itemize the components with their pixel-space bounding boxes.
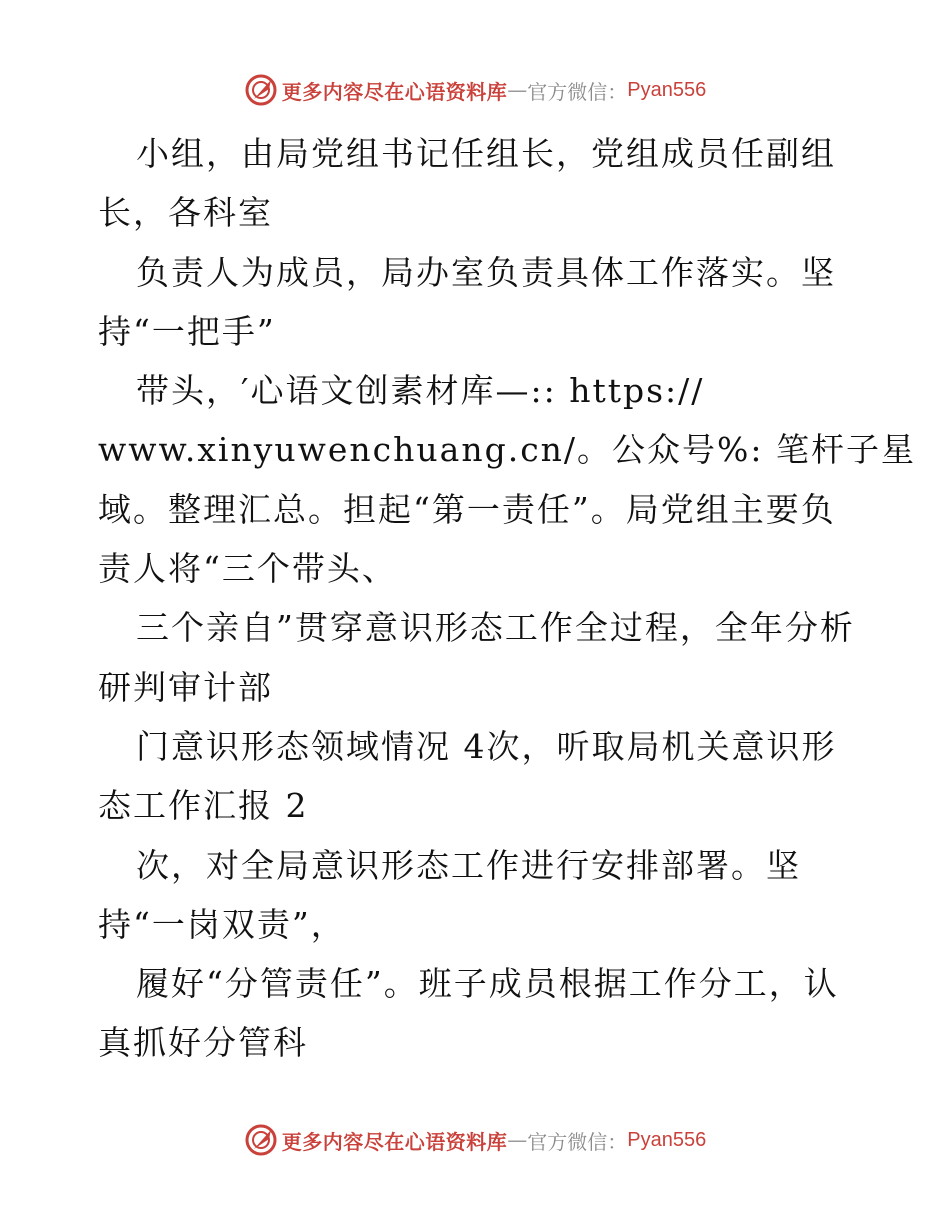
footer-brand-text: 更多内容尽在心语资料库 xyxy=(281,1129,508,1154)
body-line: 次，对全局意识形态工作进行安排部署。坚 xyxy=(136,845,801,885)
quill-logo-icon xyxy=(244,73,278,107)
body-line: 带头，′心语文创素材库—:: https:// xyxy=(136,371,705,411)
body-line: 长，各科室 xyxy=(98,193,273,233)
body-line: 真抓好分管科 xyxy=(98,1023,308,1063)
header-contact-label: 官方微信： xyxy=(527,79,628,104)
body-line: 持“一岗双责”， xyxy=(98,904,346,944)
header-banner xyxy=(0,70,950,110)
body-line: www.xinyuwenchuang.cn/。公众号%: 笔杆子星 xyxy=(98,430,917,470)
body-line: 小组，由局党组书记任组长，党组成员任副组 xyxy=(136,134,836,173)
footer-separator: — xyxy=(507,1128,528,1152)
footer-banner xyxy=(0,1120,950,1160)
body-line: 履好“分管责任”。班子成员根据工作分工，认 xyxy=(136,964,839,1004)
body-line: 门意识形态领域情况 4次，听取局机关意识形 xyxy=(136,726,837,766)
body-line: 态工作汇报 2 xyxy=(98,786,309,826)
body-line: 持“一把手” xyxy=(98,311,276,351)
quill-logo-icon xyxy=(244,1123,278,1157)
body-line: 责人将“三个带头、 xyxy=(98,549,397,589)
body-line: 负责人为成员，局办室负责具体工作落实。坚 xyxy=(136,252,836,292)
body-line: 域。整理汇总。担起“第一责任”。局党组主要负 xyxy=(98,489,836,529)
body-line: 研判审计部 xyxy=(98,667,273,707)
header-brand-text: 更多内容尽在心语资料库 xyxy=(281,79,508,104)
header-separator: — xyxy=(507,78,528,102)
document-body xyxy=(98,124,917,1073)
footer-contact-label: 官方微信： xyxy=(527,1129,628,1154)
footer-contact-id: Pyan556 xyxy=(627,1128,707,1151)
header-contact-id: Pyan556 xyxy=(627,78,707,101)
body-line: 三个亲自”贯穿意识形态工作全过程，全年分析 xyxy=(136,608,855,648)
